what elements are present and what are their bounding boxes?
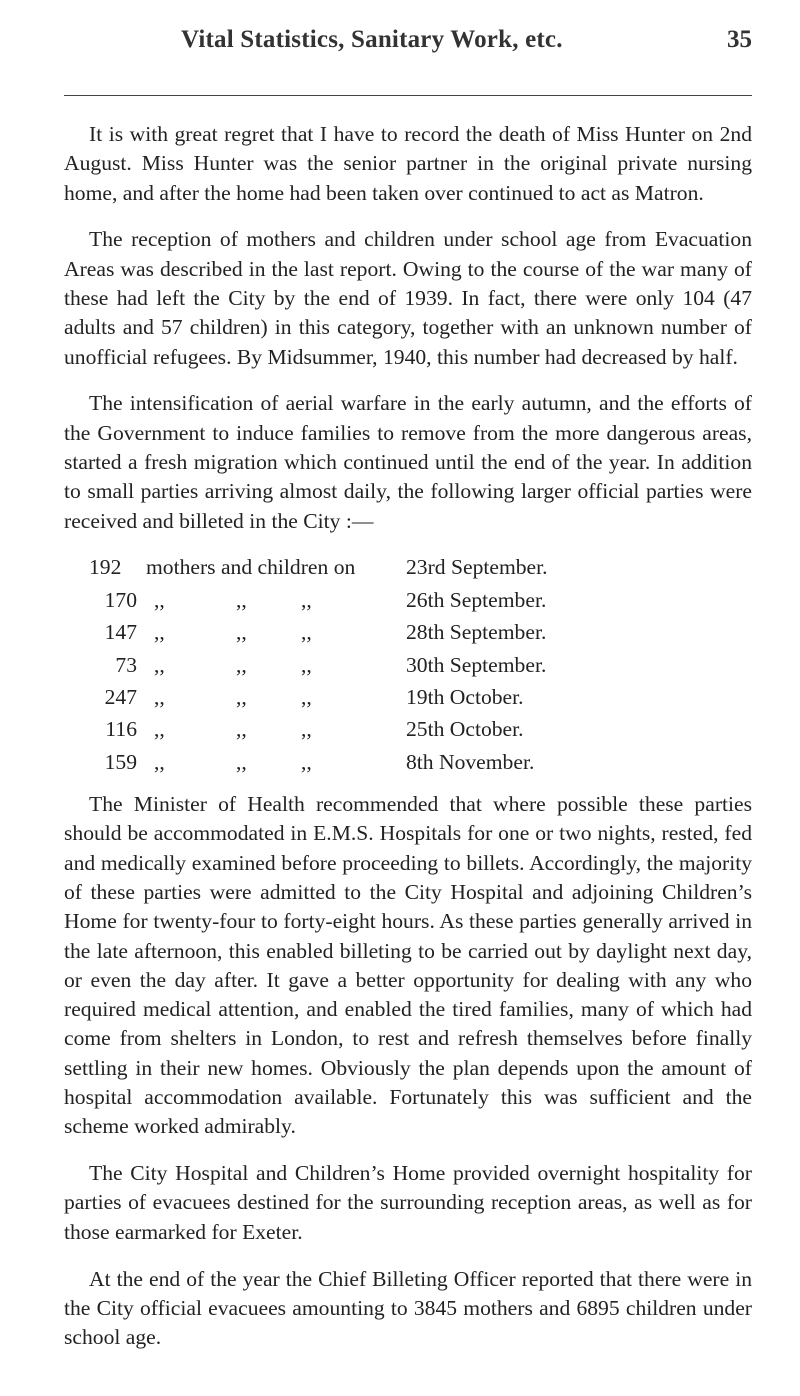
ditto-mark: ,, xyxy=(236,587,247,612)
arrival-count: 192 xyxy=(89,555,122,580)
ditto-mark: ,, xyxy=(236,652,247,677)
arrival-row xyxy=(64,683,752,715)
ditto-mark: ,, xyxy=(154,717,165,742)
arrival-count: 116 xyxy=(105,717,137,742)
paragraph-minister-of-health: The Minister of Health recommended that where possible these parties should be accommodated in E.M.S. Hospitals for one or two nights, rested, fed and medically examined before proceeding to billets. Accordingly, the majority of these parties were admitted to the City Hospital and adjoining Children’s Home for twenty-four to forty-eight hours. As these parties generally arrived in the late afternoon, this enabled billeting to be carried out by daylight next day, or even the day after. It gave a better opportunity for dealing with any who required medical attention, and enabled the tired families, many of which had come from shelters in London, to rest and refresh themselves before finally settling in their new homes. Obviously the plan depends upon the amount of hospital accommodation available. Fortunately this was sufficient and the scheme worked admirably. xyxy=(64,792,752,1139)
arrival-date: 23rd September. xyxy=(406,555,548,580)
ditto-mark: ,, xyxy=(236,620,247,645)
arrival-date: 25th October. xyxy=(406,717,524,742)
ditto-mark: ,, xyxy=(301,684,312,709)
arrival-row xyxy=(64,748,752,780)
arrival-date: 19th October. xyxy=(406,684,524,709)
arrival-row xyxy=(64,618,752,650)
ditto-mark: ,, xyxy=(301,620,312,645)
ditto-mark: ,, xyxy=(301,749,312,774)
ditto-mark: ,, xyxy=(301,587,312,612)
body-text xyxy=(64,120,752,1370)
ditto-mark: ,, xyxy=(154,620,165,645)
ditto-mark: ,, xyxy=(154,684,165,709)
ditto-mark: ,, xyxy=(154,652,165,677)
arrival-row xyxy=(64,586,752,618)
running-title: Vital Statistics, Sanitary Work, etc. xyxy=(181,26,563,53)
paragraph-miss-hunter: It is with great regret that I have to record the death of Miss Hunter on 2nd August. Miss Hunter was the senior partner in the original private nursing home, and after the home had been taken over continued to act as Matron. xyxy=(64,122,752,205)
arrivals-list xyxy=(64,553,752,780)
paragraph-aerial-warfare: The intensification of aerial warfare in the early autumn, and the efforts of the Government to induce families to remove from the more dangerous areas, started a fresh migration which continued until the end of the year. In addition to small parties arriving almost daily, the following larger official parties were received and billeted in the City :— xyxy=(64,391,752,533)
arrival-date: 26th September. xyxy=(406,587,547,612)
arrival-count: 147 xyxy=(104,620,137,645)
arrival-date: 8th November. xyxy=(406,749,535,774)
arrival-row xyxy=(64,553,752,585)
page-number: 35 xyxy=(727,26,752,53)
ditto-mark: ,, xyxy=(236,717,247,742)
arrival-count: 73 xyxy=(115,652,137,677)
arrival-count: 247 xyxy=(104,684,137,709)
arrival-date: 28th September. xyxy=(406,620,547,645)
ditto-mark: ,, xyxy=(154,749,165,774)
paragraph-overnight-hospitality: The City Hospital and Children’s Home provided overnight hospitality for parties of evacuees destined for the surrounding reception areas, as well as for those earmarked for Exeter. xyxy=(64,1161,752,1244)
header-rule xyxy=(64,95,752,96)
arrival-date: 30th September. xyxy=(406,652,547,677)
ditto-mark: ,, xyxy=(236,749,247,774)
arrival-description: mothers and children on xyxy=(146,555,356,580)
arrival-row xyxy=(64,715,752,747)
ditto-mark: ,, xyxy=(301,717,312,742)
arrival-row xyxy=(64,651,752,683)
paragraph-evacuation-areas: The reception of mothers and children under school age from Evacuation Areas was described in the last report. Owing to the course of the war many of these had left the City by the end of 1939. In fact, there were only 104 (47 adults and 57 children) in this category, together with an unknown number of unofficial refugees. By Midsummer, 1940, this number had decreased by half. xyxy=(64,227,752,369)
running-header xyxy=(64,26,752,62)
document-page xyxy=(64,26,752,1350)
ditto-mark: ,, xyxy=(236,684,247,709)
arrival-count: 170 xyxy=(104,587,137,612)
paragraph-billeting-officer: At the end of the year the Chief Billeting Officer reported that there were in the City official evacuees amounting to 3845 mothers and 6895 children under school age. xyxy=(64,1266,752,1350)
ditto-mark: ,, xyxy=(301,652,312,677)
arrival-count: 159 xyxy=(104,749,137,774)
ditto-mark: ,, xyxy=(154,587,165,612)
